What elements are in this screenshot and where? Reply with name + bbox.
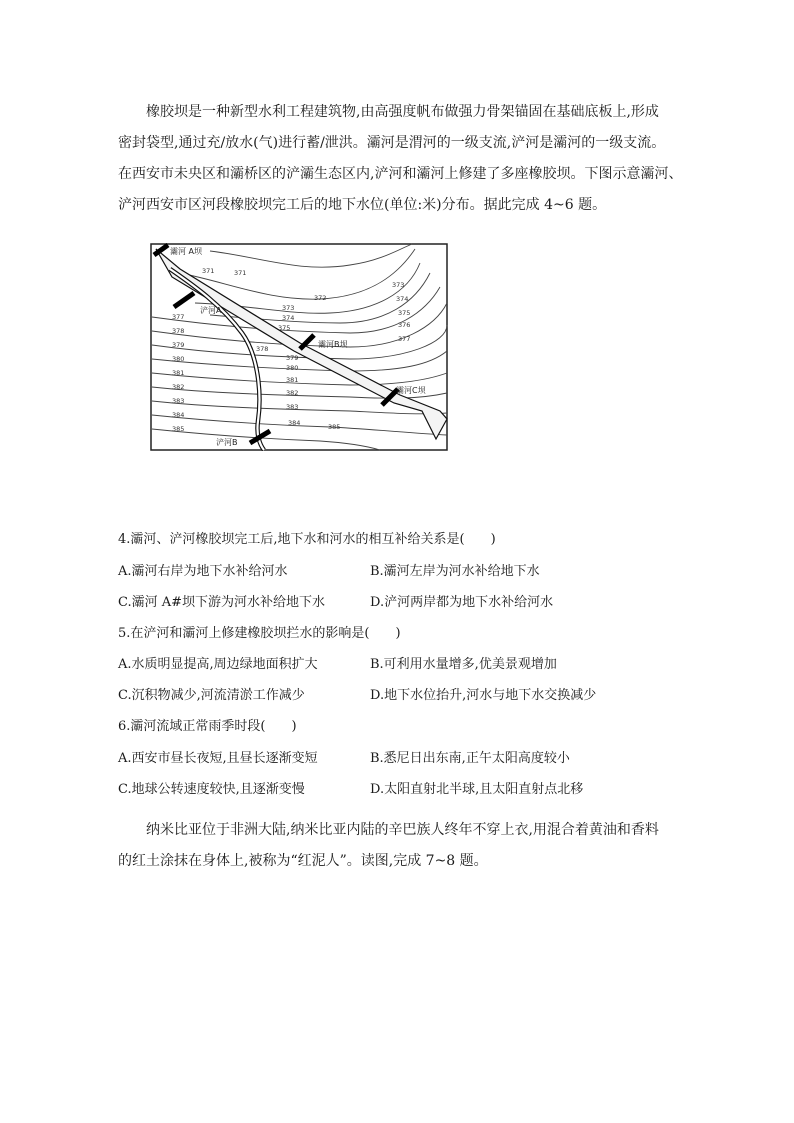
- contour-label: 381: [286, 376, 299, 384]
- question-4-option-c: C.灞河 A#坝下游为河水补给地下水: [118, 595, 326, 610]
- contour-label: 378: [172, 327, 185, 335]
- contour-label: 371: [202, 267, 215, 275]
- intro-line: 在西安市未央区和灞桥区的浐灞生态区内,浐河和灞河上修建了多座橡胶坝。下图示意灞河、: [118, 166, 683, 182]
- question-6-stem: 6.灞河流域正常雨季时段( ): [118, 719, 297, 734]
- question-5-option-c: C.沉积物减少,河流清淤工作减少: [118, 688, 305, 703]
- question-4-option-a: A.灞河右岸为地下水补给河水: [118, 564, 288, 579]
- contour-label: 377: [172, 313, 185, 321]
- question-4-option-d: D.浐河两岸都为地下水补给河水: [370, 595, 554, 610]
- contour-label: 373: [392, 281, 405, 289]
- intro-paragraph-2: [118, 815, 678, 877]
- contour-label: 373: [282, 304, 295, 312]
- groundwater-contour-map: [150, 243, 448, 451]
- contour-label: 379: [172, 341, 185, 349]
- contour-label: 381: [172, 369, 185, 377]
- contour-label: 385: [328, 423, 341, 431]
- contour-label: 377: [398, 335, 411, 343]
- intro-line: 橡胶坝是一种新型水利工程建筑物,由高强度帆布做强力骨架锚固在基础底板上,形成: [146, 104, 659, 120]
- contour-label: 375: [398, 309, 411, 317]
- intro-line: 浐河西安市区河段橡胶坝完工后的地下水位(单位:米)分布。据此完成 4~6 题。: [118, 197, 607, 213]
- label-ba-c: 灞河C坝: [396, 386, 426, 395]
- contour-label: 372: [314, 294, 327, 302]
- contour-label: 380: [286, 364, 299, 372]
- question-6-option-a: A.西安市昼长夜短,且昼长逐渐变短: [118, 751, 318, 766]
- contour-label: 384: [288, 419, 301, 427]
- contour-label: 371: [234, 269, 247, 277]
- contour-label: 382: [172, 383, 185, 391]
- map-svg: [150, 243, 448, 451]
- contour-label: 375: [278, 324, 291, 332]
- contour-label: 383: [172, 397, 185, 405]
- question-5-option-a: A.水质明显提高,周边绿地面积扩大: [118, 657, 318, 672]
- intro-line: 的红土涂抹在身体上,被称为“红泥人”。读图,完成 7~8 题。: [118, 853, 488, 869]
- question-6-option-b: B.悉尼日出东南,正午太阳高度较小: [370, 751, 570, 766]
- contour-label: 382: [286, 389, 299, 397]
- label-ba-a: 灞河 A坝: [170, 247, 203, 256]
- contour-label: 376: [398, 321, 411, 329]
- question-6-option-c: C.地球公转速度较快,且逐渐变慢: [118, 782, 305, 797]
- contour-label: 374: [396, 295, 409, 303]
- contour-label: 380: [172, 355, 185, 363]
- contour-label: 384: [172, 411, 185, 419]
- question-5-option-b: B.可利用水量增多,优美景观增加: [370, 657, 557, 672]
- label-chan-a: 浐河A: [200, 306, 222, 315]
- question-6-option-d: D.太阳直射北半球,且太阳直射点北移: [370, 782, 584, 797]
- contour-label: 374: [282, 314, 295, 322]
- question-4-option-b: B.灞河左岸为河水补给地下水: [370, 564, 540, 579]
- contour-label: 385: [172, 425, 185, 433]
- intro-line: 纳米比亚位于非洲大陆,纳米比亚内陆的辛巴族人终年不穿上衣,用混合着黄油和香料: [146, 822, 659, 838]
- question-5-option-d: D.地下水位抬升,河水与地下水交换减少: [370, 688, 597, 703]
- contour-label: 383: [286, 403, 299, 411]
- intro-line: 密封袋型,通过充/放水(气)进行蓄/泄洪。灞河是渭河的一级支流,浐河是灞河的一级支流。: [118, 135, 666, 151]
- contour-label: 378: [256, 345, 269, 353]
- question-5-stem: 5.在浐河和灞河上修建橡胶坝拦水的影响是( ): [118, 626, 401, 641]
- label-ba-b: 灞河B坝: [318, 340, 348, 349]
- contour-label: 379: [286, 354, 299, 362]
- intro-paragraph-1: [118, 97, 683, 221]
- label-chan-b: 浐河B: [216, 438, 238, 447]
- question-4-stem: 4.灞河、浐河橡胶坝完工后,地下水和河水的相互补给关系是( ): [118, 532, 496, 547]
